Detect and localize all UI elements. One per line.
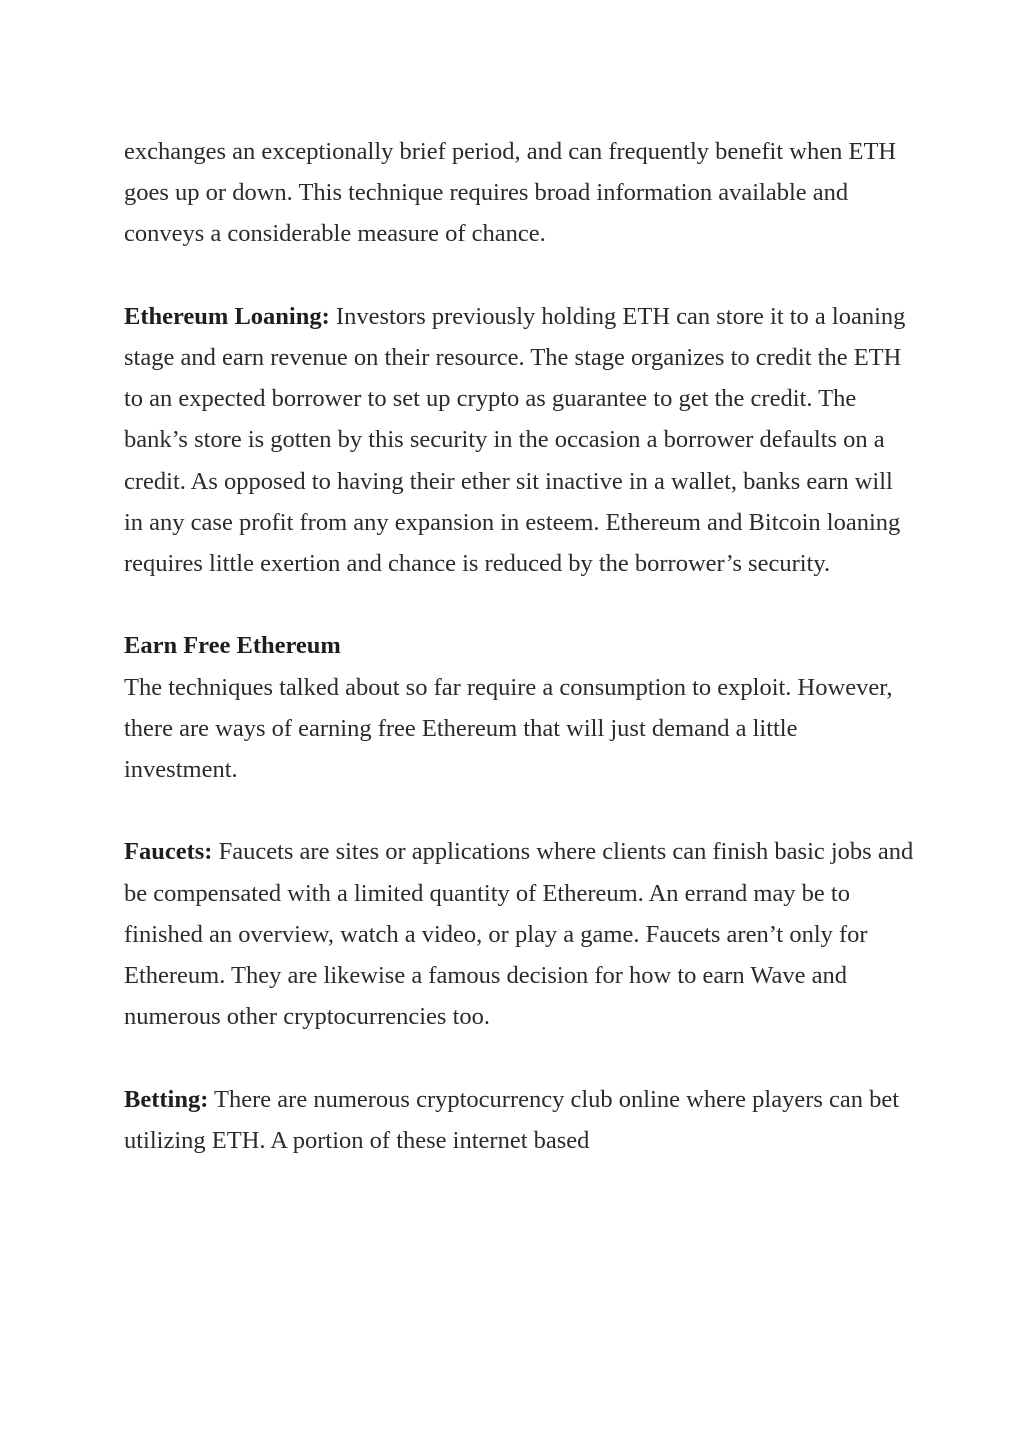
earn-free-paragraph bbox=[124, 667, 914, 791]
betting-text: There are numerous cryptocurrency club online where players can bet utilizing ETH. A portion of these internet based bbox=[124, 1085, 900, 1154]
faucets-lead: Faucets: bbox=[124, 838, 213, 866]
loaning-paragraph bbox=[124, 296, 914, 584]
loaning-text: Investors previously holding ETH can store it to a loaning stage and earn revenue on their resource. The stage organizes to credit the ETH to an expected borrower to set up crypto as guarantee to get the credit. The bank’s store is gotten by this security in the occasion a borrower defaults on a credit. As opposed to having their ether sit inactive in a wallet, banks earn will in any case profit from any expansion in esteem. Ethereum and Bitcoin loaning requires little exertion and chance is reduced by the borrower’s security. bbox=[124, 302, 906, 578]
intro-paragraph bbox=[124, 131, 914, 255]
faucets-paragraph bbox=[124, 831, 914, 1037]
loaning-lead: Ethereum Loaning: bbox=[124, 302, 330, 330]
earn-free-text: The techniques talked about so far require a consumption to exploit. However, there are ways of earning free Ethereum that will just demand a little investment. bbox=[124, 673, 893, 784]
document-page bbox=[124, 131, 914, 1161]
betting-paragraph bbox=[124, 1079, 914, 1161]
betting-lead: Betting: bbox=[124, 1085, 209, 1113]
faucets-text: Faucets are sites or applications where clients can finish basic jobs and be compensated with a limited quantity of Ethereum. An errand may be to finished an overview, watch a video, or play a game. Faucets aren’t only for Ethereum. They are likewise a famous decision for how to earn Wave and numerous other cryptocurrencies too. bbox=[124, 838, 914, 1031]
earn-free-heading: Earn Free Ethereum bbox=[124, 632, 341, 660]
intro-text: exchanges an exceptionally brief period, and can frequently benefit when ETH goes up or down. This technique requires broad information available and conveys a considerable measure of chance. bbox=[124, 138, 897, 248]
